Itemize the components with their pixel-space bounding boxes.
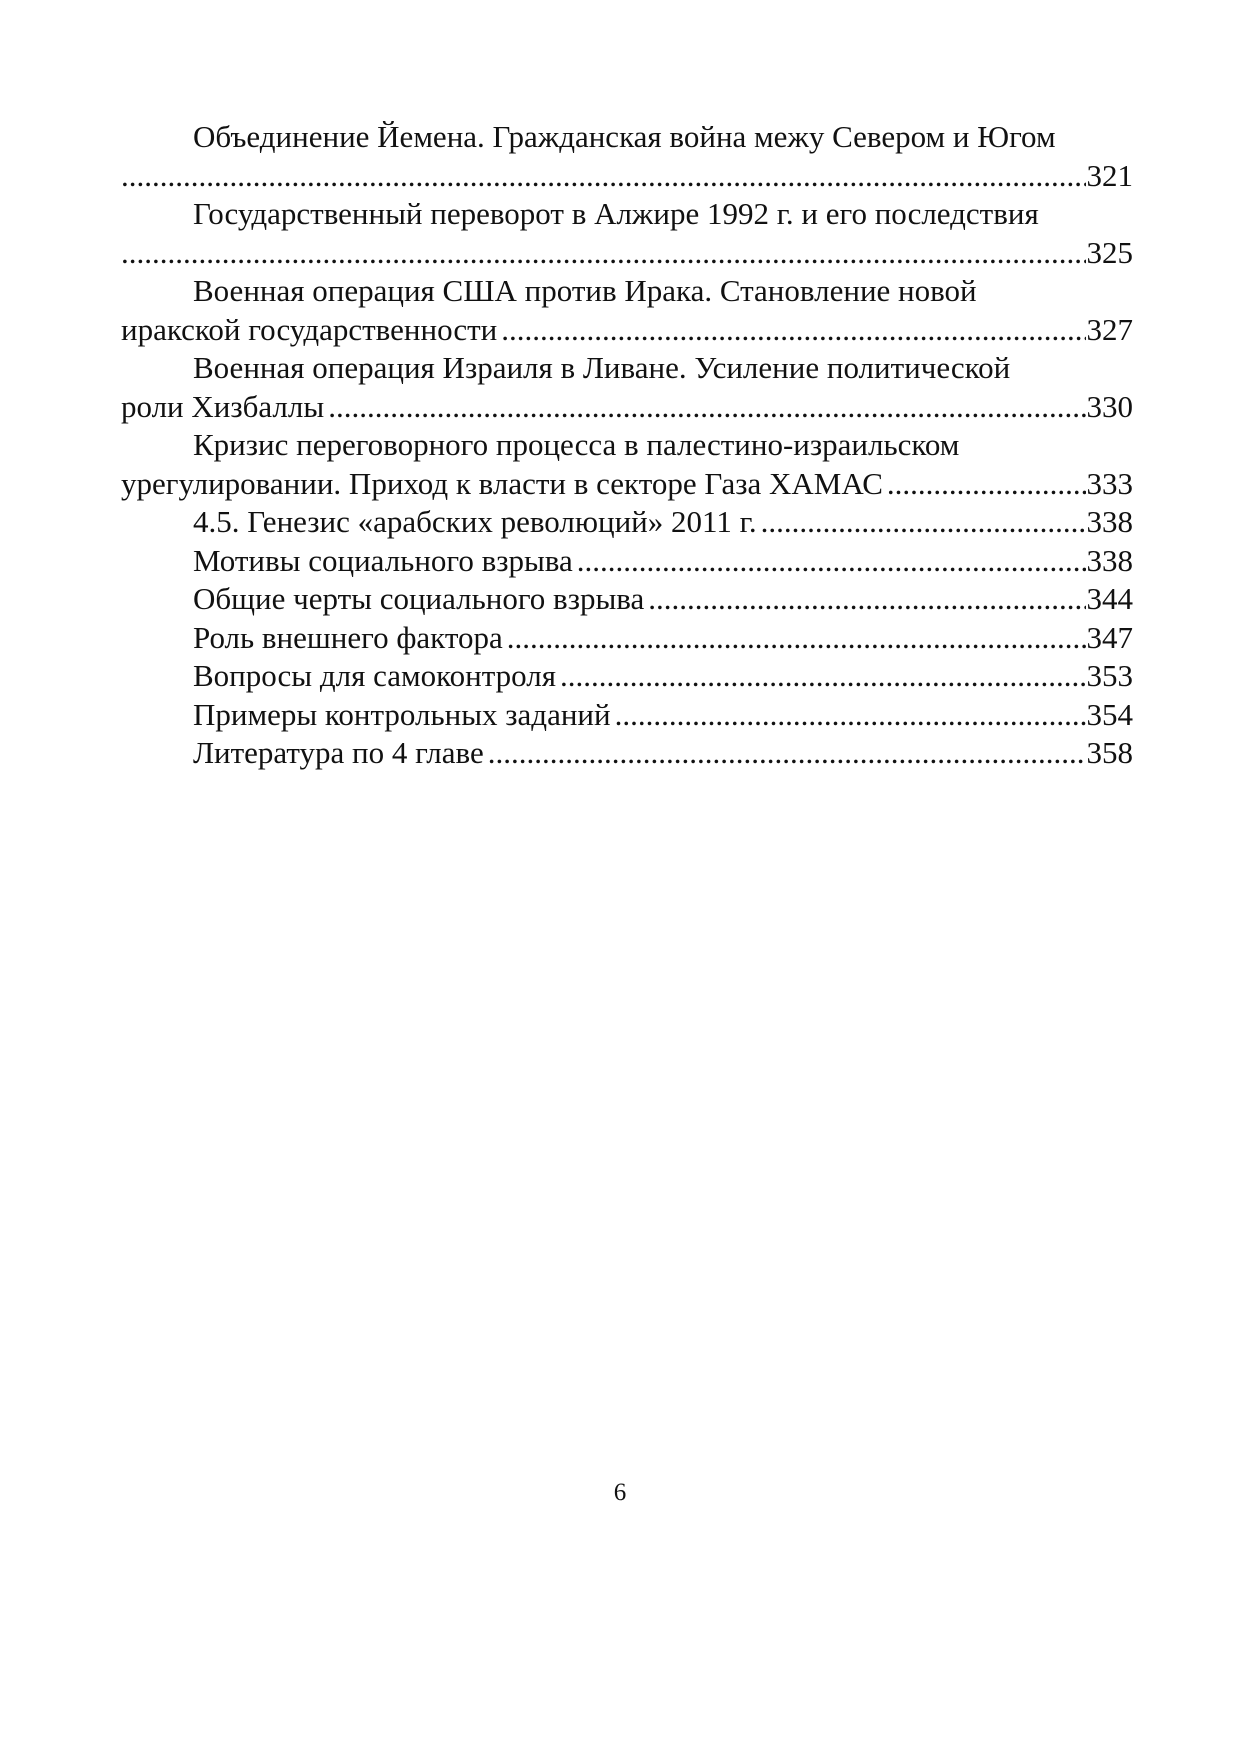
toc-entry[interactable] xyxy=(121,696,1133,735)
toc-entry-title: Вопросы для самоконтроля xyxy=(193,658,556,693)
toc-entry[interactable] xyxy=(121,272,1133,349)
toc-leader-dots xyxy=(328,388,1085,427)
toc-entry[interactable] xyxy=(121,580,1133,619)
toc-page-number: 325 xyxy=(1086,234,1133,270)
toc-entry-title: Роль внешнего фактора xyxy=(193,619,503,655)
toc-leader-dots xyxy=(507,619,1086,658)
toc-leader-dots xyxy=(121,157,1086,196)
toc-entry-title: Кризис переговорного процесса в палестино-израильском xyxy=(193,427,960,462)
toc-entry-title: Общие черты социального взрыва xyxy=(193,581,645,616)
page-number: 6 xyxy=(613,1479,627,1506)
toc-entry-title: Военная операция Израиля в Ливане. Усиление политической xyxy=(193,350,1011,385)
toc-page-number: 321 xyxy=(1086,157,1133,193)
toc-leader-dots xyxy=(121,234,1086,273)
toc-entry-title: Мотивы социального взрыва xyxy=(193,542,573,578)
toc-page-number: 338 xyxy=(1086,504,1133,539)
toc-entry[interactable] xyxy=(121,195,1133,272)
toc-entry-title-continued: урегулировании. Приход к власти в секторе Газа ХАМАС xyxy=(121,465,883,501)
toc-page-number: 358 xyxy=(1086,735,1133,770)
toc-leader-dots xyxy=(577,542,1086,581)
toc-entry-title: Объединение Йемена. Гражданская война межу Севером и Югом xyxy=(193,119,1056,154)
toc-entry[interactable] xyxy=(121,503,1133,542)
toc-entry[interactable] xyxy=(121,349,1133,426)
toc-entry-title: Военная операция США против Ирака. Становление новой xyxy=(193,273,977,308)
toc-entry-title: Примеры контрольных заданий xyxy=(193,696,611,732)
toc-entry[interactable] xyxy=(121,118,1133,195)
toc-entry[interactable] xyxy=(121,542,1133,581)
toc-entry-title: Государственный переворот в Алжире 1992 г. и его последствия xyxy=(193,196,1039,231)
toc-entry-title: Литература по 4 главе xyxy=(193,735,484,770)
toc-page-number: 338 xyxy=(1086,542,1133,578)
toc-leader-dots xyxy=(887,465,1086,504)
toc-leader-dots xyxy=(615,696,1086,735)
toc-page-number: 347 xyxy=(1086,619,1133,655)
toc-entry-title-continued: роли Хизбаллы xyxy=(121,388,325,424)
toc-page-number: 330 xyxy=(1086,388,1133,424)
toc-leader-dots xyxy=(761,503,1086,542)
toc-leader-dots xyxy=(560,657,1086,696)
toc-entry[interactable] xyxy=(121,619,1133,658)
toc-entry-title: 4.5. Генезис «арабских революций» 2011 г. xyxy=(193,504,757,539)
toc-page-number: 333 xyxy=(1086,465,1133,501)
toc-page-number: 353 xyxy=(1086,658,1133,693)
toc-leader-dots xyxy=(501,311,1085,350)
toc-entry[interactable] xyxy=(121,734,1133,773)
toc-entry-title-continued: иракской государственности xyxy=(121,311,498,347)
toc-page-number: 344 xyxy=(1086,581,1133,616)
toc-entry[interactable] xyxy=(121,426,1133,503)
toc-leader-dots xyxy=(488,734,1086,773)
toc-page-number: 327 xyxy=(1086,311,1133,347)
toc-leader-dots xyxy=(648,580,1085,619)
toc-page-number: 354 xyxy=(1086,696,1133,732)
toc-entry[interactable] xyxy=(121,657,1133,696)
table-of-contents xyxy=(121,118,1133,773)
